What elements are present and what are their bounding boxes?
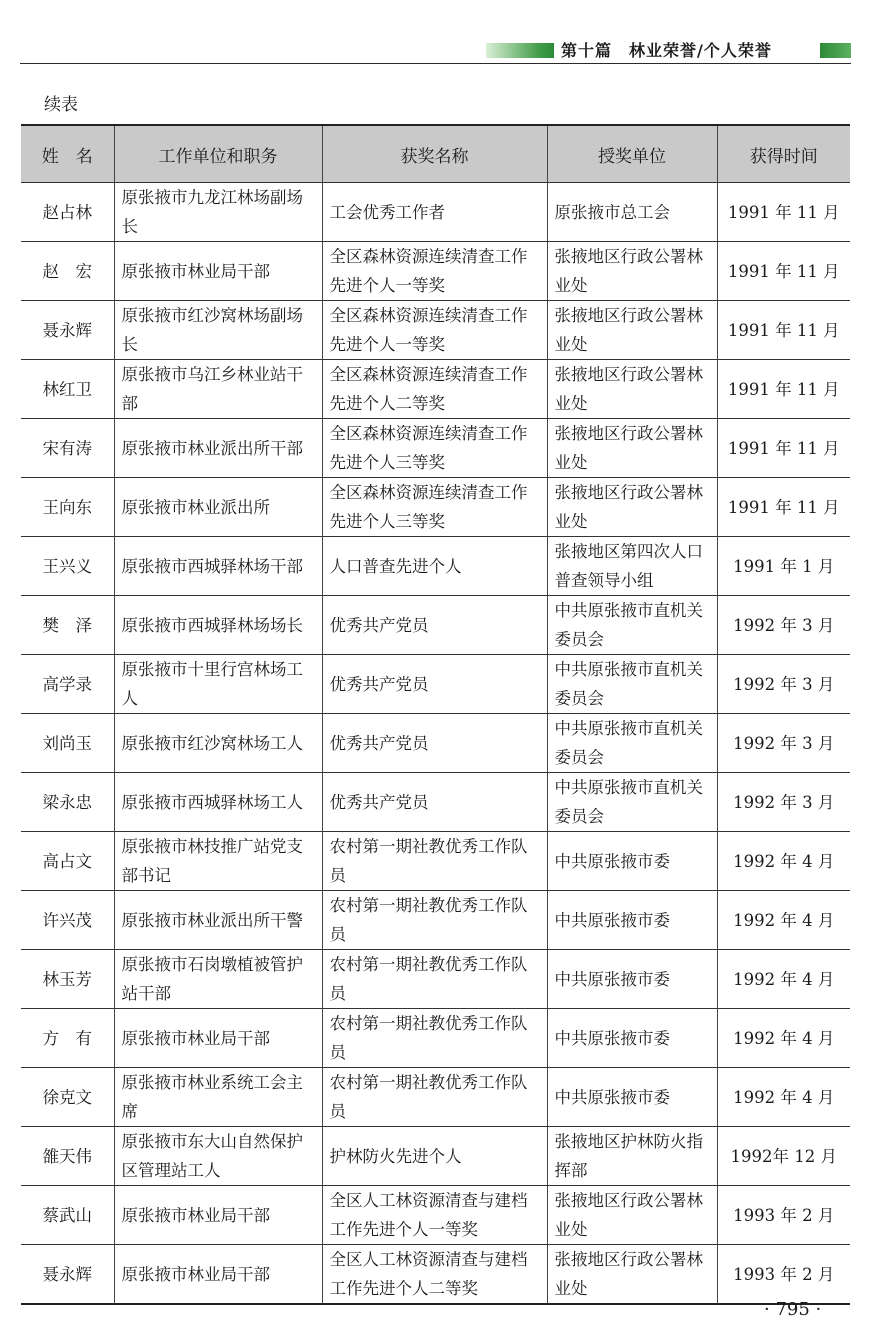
cell-date: 1992 年 4 月	[717, 950, 850, 1009]
cell-name: 许兴茂	[21, 891, 114, 950]
cell-unit: 原张掖市十里行宫林场工人	[114, 655, 322, 714]
cell-grantor: 张掖地区行政公署林业处	[547, 419, 717, 478]
table-row	[21, 773, 850, 832]
cell-grantor: 张掖地区行政公署林业处	[547, 301, 717, 360]
table-row	[21, 360, 850, 419]
cell-date: 1991 年 11 月	[717, 301, 850, 360]
cell-grantor: 中共原张掖市委	[547, 832, 717, 891]
cell-unit: 原张掖市林业派出所干部	[114, 419, 322, 478]
cell-grantor: 中共原张掖市委	[547, 1068, 717, 1127]
cell-grantor: 中共原张掖市委	[547, 891, 717, 950]
cell-grantor: 中共原张掖市委	[547, 1009, 717, 1068]
cell-date: 1993 年 2 月	[717, 1186, 850, 1245]
cell-unit: 原张掖市林技推广站党支部书记	[114, 832, 322, 891]
cell-date: 1992 年 3 月	[717, 773, 850, 832]
cell-grantor: 张掖地区行政公署林业处	[547, 1186, 717, 1245]
cell-grantor: 中共原张掖市直机关委员会	[547, 714, 717, 773]
cell-unit: 原张掖市西城驿林场干部	[114, 537, 322, 596]
cell-unit: 原张掖市红沙窝林场副场长	[114, 301, 322, 360]
cell-grantor: 张掖地区行政公署林业处	[547, 360, 717, 419]
cell-name: 高占文	[21, 832, 114, 891]
table-row	[21, 950, 850, 1009]
cell-date: 1991 年 11 月	[717, 183, 850, 242]
cell-name: 王兴义	[21, 537, 114, 596]
cell-award: 优秀共产党员	[322, 655, 547, 714]
cell-unit: 原张掖市林业系统工会主席	[114, 1068, 322, 1127]
cell-date: 1992 年 3 月	[717, 655, 850, 714]
cell-grantor: 张掖地区第四次人口普查领导小组	[547, 537, 717, 596]
cell-date: 1992 年 4 月	[717, 832, 850, 891]
cell-award: 人口普查先进个人	[322, 537, 547, 596]
cell-name: 刘尚玉	[21, 714, 114, 773]
cell-name: 雒天伟	[21, 1127, 114, 1186]
column-header-name: 姓 名	[21, 125, 114, 183]
cell-date: 1991 年 11 月	[717, 478, 850, 537]
table-row	[21, 537, 850, 596]
cell-name: 聂永辉	[21, 1245, 114, 1305]
cell-award: 全区森林资源连续清查工作先进个人三等奖	[322, 478, 547, 537]
page-number: · 795 ·	[764, 1299, 822, 1320]
cell-grantor: 张掖地区行政公署林业处	[547, 242, 717, 301]
cell-date: 1991 年 11 月	[717, 419, 850, 478]
cell-unit: 原张掖市九龙江林场副场长	[114, 183, 322, 242]
cell-award: 农村第一期社教优秀工作队员	[322, 832, 547, 891]
cell-award: 优秀共产党员	[322, 714, 547, 773]
table-row	[21, 832, 850, 891]
cell-grantor: 张掖地区护林防火指挥部	[547, 1127, 717, 1186]
cell-grantor: 中共原张掖市委	[547, 950, 717, 1009]
cell-unit: 原张掖市西城驿林场工人	[114, 773, 322, 832]
cell-date: 1991 年 1 月	[717, 537, 850, 596]
cell-unit: 原张掖市东大山自然保护区管理站工人	[114, 1127, 322, 1186]
cell-grantor: 中共原张掖市直机关委员会	[547, 596, 717, 655]
table-row	[21, 1127, 850, 1186]
column-header-date: 获得时间	[717, 125, 850, 183]
cell-grantor: 张掖地区行政公署林业处	[547, 478, 717, 537]
cell-date: 1991 年 11 月	[717, 360, 850, 419]
cell-name: 王向东	[21, 478, 114, 537]
table-row	[21, 1068, 850, 1127]
table-row	[21, 183, 850, 242]
column-header-grantor: 授奖单位	[547, 125, 717, 183]
cell-name: 宋有涛	[21, 419, 114, 478]
table-row	[21, 478, 850, 537]
cell-award: 全区人工林资源清查与建档工作先进个人一等奖	[322, 1186, 547, 1245]
cell-date: 1992 年 3 月	[717, 714, 850, 773]
table-row	[21, 301, 850, 360]
cell-name: 赵占林	[21, 183, 114, 242]
cell-name: 林红卫	[21, 360, 114, 419]
cell-award: 优秀共产党员	[322, 773, 547, 832]
cell-unit: 原张掖市林业局干部	[114, 242, 322, 301]
column-header-award: 获奖名称	[322, 125, 547, 183]
cell-unit: 原张掖市乌江乡林业站干部	[114, 360, 322, 419]
cell-date: 1991 年 11 月	[717, 242, 850, 301]
cell-unit: 原张掖市林业局干部	[114, 1245, 322, 1305]
cell-name: 方 有	[21, 1009, 114, 1068]
header-title: 第十篇 林业荣誉/个人荣誉	[561, 41, 772, 60]
cell-unit: 原张掖市西城驿林场场长	[114, 596, 322, 655]
cell-award: 优秀共产党员	[322, 596, 547, 655]
cell-grantor: 张掖地区行政公署林业处	[547, 1245, 717, 1305]
cell-award: 全区森林资源连续清查工作先进个人三等奖	[322, 419, 547, 478]
cell-name: 徐克文	[21, 1068, 114, 1127]
cell-award: 全区森林资源连续清查工作先进个人一等奖	[322, 301, 547, 360]
cell-date: 1992 年 3 月	[717, 596, 850, 655]
cell-name: 樊 泽	[21, 596, 114, 655]
table-continued-caption: 续表	[44, 95, 78, 115]
table-row	[21, 596, 850, 655]
cell-name: 赵 宏	[21, 242, 114, 301]
cell-award: 全区森林资源连续清查工作先进个人一等奖	[322, 242, 547, 301]
table-row	[21, 714, 850, 773]
cell-award: 全区森林资源连续清查工作先进个人二等奖	[322, 360, 547, 419]
cell-name: 蔡武山	[21, 1186, 114, 1245]
header-green-bar-left	[486, 43, 554, 58]
table-row	[21, 655, 850, 714]
table-header-row	[21, 125, 850, 183]
column-header-unit: 工作单位和职务	[114, 125, 322, 183]
table-row	[21, 242, 850, 301]
cell-unit: 原张掖市林业局干部	[114, 1186, 322, 1245]
cell-name: 聂永辉	[21, 301, 114, 360]
table-body	[21, 183, 850, 1305]
header-green-bar-right	[820, 43, 851, 58]
cell-award: 全区人工林资源清查与建档工作先进个人二等奖	[322, 1245, 547, 1305]
cell-award: 农村第一期社教优秀工作队员	[322, 891, 547, 950]
cell-date: 1993 年 2 月	[717, 1245, 850, 1305]
running-header	[20, 38, 851, 66]
table-row	[21, 1245, 850, 1305]
cell-name: 高学录	[21, 655, 114, 714]
cell-unit: 原张掖市林业派出所	[114, 478, 322, 537]
cell-unit: 原张掖市石岗墩植被管护站干部	[114, 950, 322, 1009]
cell-unit: 原张掖市红沙窝林场工人	[114, 714, 322, 773]
table-row	[21, 1186, 850, 1245]
cell-grantor: 中共原张掖市直机关委员会	[547, 655, 717, 714]
table-row	[21, 891, 850, 950]
cell-award: 护林防火先进个人	[322, 1127, 547, 1186]
cell-date: 1992年 12 月	[717, 1127, 850, 1186]
cell-date: 1992 年 4 月	[717, 1009, 850, 1068]
cell-grantor: 中共原张掖市直机关委员会	[547, 773, 717, 832]
cell-award: 农村第一期社教优秀工作队员	[322, 1009, 547, 1068]
cell-award: 农村第一期社教优秀工作队员	[322, 950, 547, 1009]
cell-name: 梁永忠	[21, 773, 114, 832]
cell-date: 1992 年 4 月	[717, 891, 850, 950]
cell-name: 林玉芳	[21, 950, 114, 1009]
header-rule	[20, 63, 851, 64]
cell-award: 工会优秀工作者	[322, 183, 547, 242]
cell-date: 1992 年 4 月	[717, 1068, 850, 1127]
table-row	[21, 1009, 850, 1068]
cell-grantor: 原张掖市总工会	[547, 183, 717, 242]
cell-unit: 原张掖市林业派出所干警	[114, 891, 322, 950]
table-row	[21, 419, 850, 478]
awards-table	[21, 124, 850, 1305]
cell-unit: 原张掖市林业局干部	[114, 1009, 322, 1068]
cell-award: 农村第一期社教优秀工作队员	[322, 1068, 547, 1127]
